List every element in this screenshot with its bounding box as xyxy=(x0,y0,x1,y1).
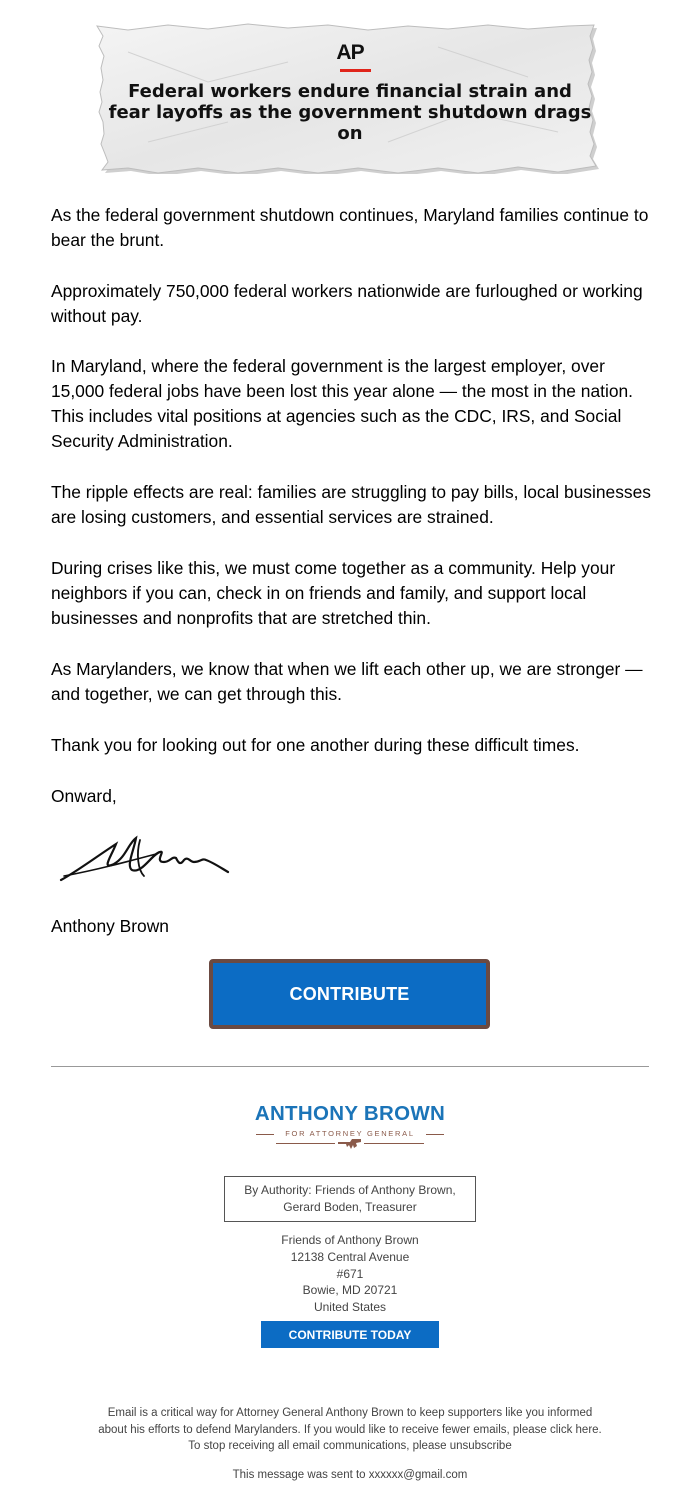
address-line: Bowie, MD 20721 xyxy=(302,1283,398,1298)
hero-news-banner xyxy=(88,22,612,174)
body-paragraph: The ripple effects are real: families are struggling to pay bills, local businesses are losing customers, and essential services are strained. xyxy=(51,482,651,527)
maryland-map-icon xyxy=(337,1136,363,1150)
section-divider xyxy=(51,1066,649,1067)
authority-line: Gerard Boden, Treasurer xyxy=(283,1200,417,1214)
signature-image xyxy=(56,832,236,892)
mailing-address xyxy=(0,1232,700,1316)
fewer-emails-link[interactable]: please click here xyxy=(512,1423,599,1436)
campaign-logo-subtitle: FOR ATTORNEY GENERAL xyxy=(285,1129,415,1138)
address-line: #671 xyxy=(336,1266,364,1281)
logo-rule xyxy=(276,1143,335,1144)
ap-logo: AP xyxy=(336,41,364,64)
logo-rule xyxy=(426,1134,444,1135)
contribute-button[interactable]: CONTRIBUTE xyxy=(209,959,490,1029)
footer-note-line xyxy=(60,1438,640,1455)
address-line: Friends of Anthony Brown xyxy=(281,1233,419,1247)
sent-to-line xyxy=(0,1469,700,1481)
address-line: 12138 Central Avenue xyxy=(290,1249,410,1264)
address-line: United States xyxy=(313,1300,387,1315)
body-paragraph: Approximately 750,000 federal workers nationwide are furloughed or working without pay. xyxy=(51,281,643,326)
unsubscribe-link[interactable]: unsubscribe xyxy=(449,1440,512,1452)
authority-line: By Authority: Friends of Anthony Brown, xyxy=(244,1183,456,1197)
recipient-email: xxxxxx@gmail.com xyxy=(368,1469,468,1481)
footer-note-text: To stop receiving all email communications, please xyxy=(188,1440,450,1452)
hero-headline: Federal workers endure financial strain and fear layoffs as the government shutdown drags on xyxy=(108,81,592,144)
footer-note-line xyxy=(60,1422,640,1439)
footer-note-text: . xyxy=(598,1423,602,1436)
footer-note-line: Email is a critical way for Attorney General Anthony Brown to keep supporters like you informed xyxy=(107,1407,593,1419)
contribute-today-button[interactable]: CONTRIBUTE TODAY xyxy=(261,1321,439,1348)
body-paragraph: In Maryland, where the federal government is the largest employer, over 15,000 federal jobs have been lost this year alone — the most in the nation. This includes vital positions at agencies such as the CDC, IRS, and Social Security Administration. xyxy=(51,356,633,451)
body-paragraph: Thank you for looking out for one another during these difficult times. xyxy=(51,735,580,755)
logo-rule xyxy=(364,1143,424,1144)
body-paragraph: During crises like this, we must come together as a community. Help your neighbors if you can, check in on friends and family, and support local businesses and nonprofits that are stretched thin. xyxy=(51,558,616,628)
logo-rule xyxy=(256,1134,274,1135)
closing-line: Onward, xyxy=(51,786,117,806)
ap-logo-underline xyxy=(340,69,371,72)
footer-note-text: about his efforts to defend Marylanders. If you would like to receive fewer emails, xyxy=(98,1423,513,1436)
signer-name: Anthony Brown xyxy=(51,916,169,936)
footer-note xyxy=(60,1405,640,1455)
body-paragraph: As Marylanders, we know that when we lift each other up, we are stronger — and together, we can get through this. xyxy=(51,659,643,704)
body-paragraph: As the federal government shutdown continues, Maryland families continue to bear the brunt. xyxy=(51,205,649,250)
campaign-logo-name: ANTHONY BROWN xyxy=(254,1102,446,1125)
sent-to-text: This message was sent to xyxy=(232,1469,369,1481)
paid-for-by-box xyxy=(224,1176,476,1222)
